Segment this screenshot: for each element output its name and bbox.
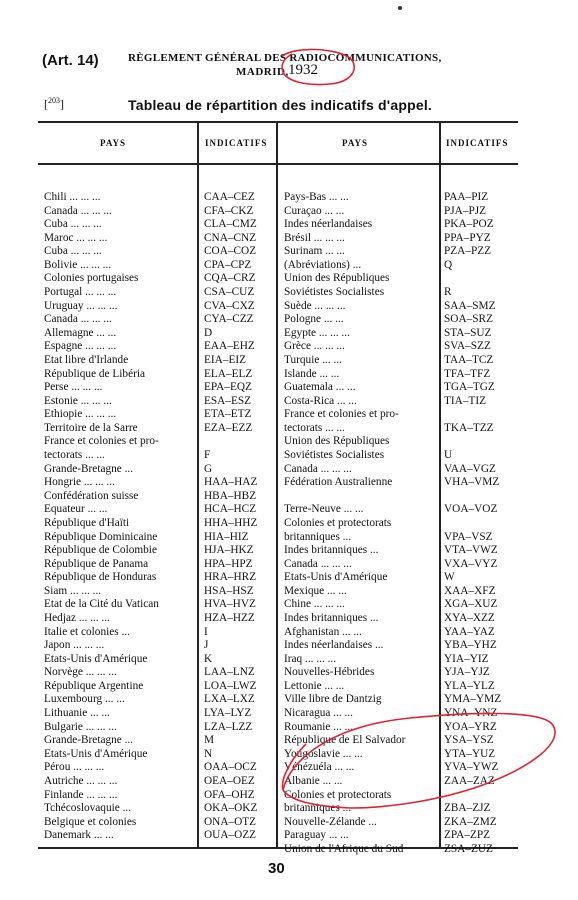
callsign-cell: OKA–OKZ bbox=[204, 802, 258, 815]
table-row bbox=[0, 327, 578, 341]
country-cell: Union des Républiques bbox=[284, 435, 390, 448]
country-cell: Canada ... ... ... bbox=[44, 313, 112, 326]
country-cell: tectorats ... ... bbox=[44, 449, 105, 462]
table-row bbox=[0, 476, 578, 490]
callsign-cell: YMA–YMZ bbox=[444, 693, 502, 706]
callsign-cell: OEA–OEZ bbox=[204, 774, 255, 787]
country-cell: Portugal ... ... ... bbox=[44, 286, 117, 299]
country-cell: Yougoslavie ... ... bbox=[284, 747, 363, 760]
callsign-cell: W bbox=[444, 571, 455, 584]
country-cell: Paraguay ... ... bbox=[284, 829, 349, 842]
callsign-cell: EZA–EZZ bbox=[204, 421, 253, 434]
table-row bbox=[0, 381, 578, 395]
callsign-cell: TGA–TGZ bbox=[444, 381, 495, 394]
country-cell: britanniques ... bbox=[284, 802, 352, 815]
callsign-cell: LXA–LXZ bbox=[204, 693, 255, 706]
country-cell: Luxembourg ... ... bbox=[44, 693, 125, 706]
country-cell: Tchécoslovaquie ... bbox=[44, 802, 132, 815]
table-rule-header bbox=[38, 163, 518, 165]
country-cell: Union de l'Afrique du Sud bbox=[284, 842, 404, 855]
country-cell: Albanie ... ... bbox=[284, 774, 343, 787]
callsign-cell: XYA–XZZ bbox=[444, 611, 495, 624]
country-cell: Guatemala ... ... bbox=[284, 381, 356, 394]
country-cell: Territoire de la Sarre bbox=[44, 421, 138, 434]
callsign-cell: YNA–YNZ bbox=[444, 707, 498, 720]
callsign-cell: HJA–HKZ bbox=[204, 544, 254, 557]
country-cell: Pologne ... ... bbox=[284, 313, 344, 326]
callsign-cell: YOA–YRZ bbox=[444, 720, 497, 733]
callsign-cell: PJA–PJZ bbox=[444, 204, 487, 217]
country-cell: Hongrie ... ... ... bbox=[44, 476, 115, 489]
callsign-cell: ZBA–ZJZ bbox=[444, 802, 491, 815]
country-cell: Chine ... ... ... bbox=[284, 598, 345, 611]
country-cell: Indes britanniques ... bbox=[284, 611, 379, 624]
country-cell: Islande ... ... bbox=[284, 367, 340, 380]
callsign-cell: EPA–EQZ bbox=[204, 381, 252, 394]
table-row bbox=[0, 490, 578, 504]
country-cell: Ville libre de Dantzig bbox=[284, 693, 382, 706]
country-cell: Cuba ... ... ... bbox=[44, 245, 102, 258]
country-cell: Indes britanniques ... bbox=[284, 544, 379, 557]
country-cell: Etats-Unis d'Amérique bbox=[44, 652, 148, 665]
country-cell: Grande-Bretagne ... bbox=[44, 734, 134, 747]
table-row bbox=[0, 340, 578, 354]
country-cell: britanniques ... bbox=[284, 530, 352, 543]
country-cell: Bolivie ... ... ... bbox=[44, 258, 112, 271]
table-row bbox=[0, 544, 578, 558]
year-label: 1932 bbox=[288, 62, 318, 78]
table-row bbox=[0, 612, 578, 626]
country-cell: Colonies portugaises bbox=[44, 272, 139, 285]
callsign-cell: TAA–TCZ bbox=[444, 353, 494, 366]
table-row bbox=[0, 639, 578, 653]
country-cell: Ethiopie ... ... ... bbox=[44, 408, 117, 421]
country-cell: Cuba ... ... ... bbox=[44, 218, 102, 231]
table-row bbox=[0, 449, 578, 463]
callsign-cell: YJA–YJZ bbox=[444, 666, 490, 679]
country-cell: Italie et colonies ... bbox=[44, 625, 130, 638]
madrid-label: MADRID, bbox=[236, 66, 289, 78]
country-cell: Uruguay ... ... ... bbox=[44, 299, 118, 312]
callsign-cell: YVA–YWZ bbox=[444, 761, 499, 774]
country-cell: Allemagne ... ... bbox=[44, 326, 117, 339]
table-row bbox=[0, 463, 578, 477]
country-cell: Bulgarie ... ... ... bbox=[44, 720, 117, 733]
callsign-cell: HIA–HIZ bbox=[204, 530, 249, 543]
table-title: Tableau de répartition des indicatifs d'appel. bbox=[128, 97, 432, 113]
country-cell: tectorats ... ... bbox=[284, 421, 345, 434]
country-cell: Soviétistes Socialistes bbox=[284, 449, 385, 462]
country-cell: République Argentine bbox=[44, 679, 144, 692]
table-row bbox=[0, 707, 578, 721]
callsign-cell: G bbox=[204, 462, 213, 475]
country-cell: Curaçao ... ... bbox=[284, 204, 345, 217]
table-row bbox=[0, 259, 578, 273]
country-cell: Brésil ... ... ... bbox=[284, 231, 345, 244]
callsign-cell: LZA–LZZ bbox=[204, 720, 253, 733]
callsign-cell: VHA–VMZ bbox=[444, 476, 500, 489]
country-cell: Nouvelles-Hébrides bbox=[284, 666, 375, 679]
country-cell: Union des Républiques bbox=[284, 272, 390, 285]
callsign-cell: HHA–HHZ bbox=[204, 516, 258, 529]
country-cell: Equateur ... ... bbox=[44, 503, 108, 516]
callsign-cell: YTA–YUZ bbox=[444, 747, 496, 760]
country-cell: Siam ... ... ... bbox=[44, 584, 102, 597]
country-cell: Grande-Bretagne ... bbox=[44, 462, 134, 475]
table-row bbox=[0, 829, 578, 843]
callsign-cell: J bbox=[204, 639, 209, 652]
callsign-cell: YIA–YIZ bbox=[444, 652, 489, 665]
country-cell: Vénézuéla ... ... bbox=[284, 761, 355, 774]
callsign-cell: Q bbox=[444, 258, 453, 271]
table-row bbox=[0, 422, 578, 436]
table-row bbox=[0, 571, 578, 585]
callsign-cell: HAA–HAZ bbox=[204, 476, 258, 489]
callsign-cell: D bbox=[204, 326, 213, 339]
country-cell: Hedjaz ... ... ... bbox=[44, 611, 110, 624]
country-cell: Afghanistan ... ... bbox=[284, 625, 362, 638]
country-cell: Canada ... ... ... bbox=[284, 557, 352, 570]
callsign-cell: CSA–CUZ bbox=[204, 286, 255, 299]
table-row bbox=[0, 531, 578, 545]
callsign-cell: PKA–POZ bbox=[444, 218, 494, 231]
table-row bbox=[0, 286, 578, 300]
callsign-cell: SVA–SZZ bbox=[444, 340, 491, 353]
callsign-cell: HSA–HSZ bbox=[204, 584, 254, 597]
table-row bbox=[0, 843, 578, 857]
callsign-cell: CVA–CXZ bbox=[204, 299, 255, 312]
callsign-cell: CQA–CRZ bbox=[204, 272, 256, 285]
country-cell: France et colonies et pro- bbox=[44, 435, 159, 448]
callsign-cell: CNA–CNZ bbox=[204, 231, 257, 244]
table-row bbox=[0, 558, 578, 572]
callsign-cell: TIA–TIZ bbox=[444, 394, 487, 407]
country-cell: République de Panama bbox=[44, 557, 149, 570]
country-cell: Lithuanie ... ... bbox=[44, 707, 110, 720]
country-cell: Japon ... ... ... bbox=[44, 639, 105, 652]
callsign-cell: HCA–HCZ bbox=[204, 503, 257, 516]
table-row bbox=[0, 354, 578, 368]
table-row bbox=[0, 503, 578, 517]
table-row bbox=[0, 775, 578, 789]
table-row bbox=[0, 585, 578, 599]
callsign-cell: CFA–CKZ bbox=[204, 204, 254, 217]
country-cell: Surinam ... ... bbox=[284, 245, 345, 258]
reference-number: [$^{203}$] bbox=[44, 96, 64, 111]
country-cell: Indes néerlandaises bbox=[284, 218, 373, 231]
callsign-cell: TKA–TZZ bbox=[444, 421, 494, 434]
country-cell: Pays-Bas ... ... bbox=[284, 191, 349, 203]
table-row bbox=[0, 734, 578, 748]
callsign-cell: PZA–PZZ bbox=[444, 245, 492, 258]
country-cell: Colonies et protectorats bbox=[284, 516, 392, 529]
country-cell: Roumanie ... ... bbox=[284, 720, 354, 733]
callsign-cell: CAA–CEZ bbox=[204, 191, 255, 203]
country-cell: Soviétistes Socialistes bbox=[284, 286, 385, 299]
column-header-pays-2: PAYS bbox=[342, 138, 369, 148]
table-row bbox=[0, 313, 578, 327]
callsign-cell: CPA–CPZ bbox=[204, 258, 252, 271]
country-cell: Terre-Neuve ... ... bbox=[284, 503, 364, 516]
country-cell: Grèce ... ... ... bbox=[284, 340, 345, 353]
callsign-cell: U bbox=[444, 449, 453, 462]
table-row bbox=[0, 748, 578, 762]
country-cell: Canada ... ... ... bbox=[44, 204, 112, 217]
callsign-cell: XAA–XFZ bbox=[444, 584, 496, 597]
callsign-cell: EAA–EHZ bbox=[204, 340, 255, 353]
table-row bbox=[0, 666, 578, 680]
country-cell: Etats-Unis d'Amérique bbox=[44, 747, 148, 760]
table-row bbox=[0, 761, 578, 775]
callsign-cell: K bbox=[204, 652, 213, 665]
callsign-cell: LAA–LNZ bbox=[204, 666, 255, 679]
country-cell: République de Colombie bbox=[44, 544, 157, 557]
callsign-cell: YAA–YAZ bbox=[444, 625, 495, 638]
table-row bbox=[0, 653, 578, 667]
table-row bbox=[0, 693, 578, 707]
country-cell: République de El Salvador bbox=[284, 734, 406, 747]
callsign-cell: ZPA–ZPZ bbox=[444, 829, 491, 842]
column-header-indicatifs-2: INDICATIFS bbox=[446, 138, 509, 148]
country-cell: Autriche ... ... ... bbox=[44, 774, 118, 787]
table-row bbox=[0, 232, 578, 246]
callsign-cell: YBA–YHZ bbox=[444, 639, 497, 652]
table-row bbox=[0, 300, 578, 314]
callsign-cell: VPA–VSZ bbox=[444, 530, 493, 543]
callsign-cell: COA–COZ bbox=[204, 245, 257, 258]
country-cell: France et colonies et pro- bbox=[284, 408, 399, 421]
article-label: (Art. 14) bbox=[42, 52, 99, 69]
page-number: 30 bbox=[268, 860, 285, 877]
table-row bbox=[0, 368, 578, 382]
country-cell: Etat de la Cité du Vatican bbox=[44, 598, 159, 611]
country-cell: Indes néerlandaises ... bbox=[284, 639, 384, 652]
country-cell: Turquie ... ... bbox=[284, 353, 342, 366]
callsign-cell: LYA–LYZ bbox=[204, 707, 252, 720]
country-cell: Etat libre d'Irlande bbox=[44, 353, 129, 366]
callsign-cell: PPA–PYZ bbox=[444, 231, 491, 244]
table-row bbox=[0, 721, 578, 735]
table-row bbox=[0, 408, 578, 422]
table-rule-top bbox=[38, 121, 518, 123]
callsign-cell: STA–SUZ bbox=[444, 326, 492, 339]
callsign-cell: ETA–ETZ bbox=[204, 408, 252, 421]
callsign-cell: VOA–VOZ bbox=[444, 503, 498, 516]
callsign-cell: XGA–XUZ bbox=[444, 598, 498, 611]
country-cell: Chili ... ... ... bbox=[44, 191, 101, 203]
country-cell: Fédération Australienne bbox=[284, 476, 393, 489]
callsign-cell: HPA–HPZ bbox=[204, 557, 253, 570]
country-cell: Iraq ... ... ... bbox=[284, 652, 337, 665]
country-cell: Suède ... ... ... bbox=[284, 299, 346, 312]
callsign-cell: YSA–YSZ bbox=[444, 734, 494, 747]
country-cell: Norvège ... ... ... bbox=[44, 666, 117, 679]
callsign-cell: M bbox=[204, 734, 215, 747]
callsign-cell: VTA–VWZ bbox=[444, 544, 498, 557]
callsign-cell: HZA–HZZ bbox=[204, 611, 255, 624]
country-cell: Nouvelle-Zélande ... bbox=[284, 815, 377, 828]
country-cell: Finlande ... ... ... bbox=[44, 788, 118, 801]
country-cell: (Abréviations) ... bbox=[284, 258, 362, 271]
callsign-cell: TFA–TFZ bbox=[444, 367, 491, 380]
callsign-cell: EIA–EIZ bbox=[204, 353, 247, 366]
callsign-cell: ELA–ELZ bbox=[204, 367, 253, 380]
callsign-cell: ZSA–ZUZ bbox=[444, 842, 493, 855]
table-row bbox=[0, 218, 578, 232]
country-cell: Canada ... ... ... bbox=[284, 462, 352, 475]
country-cell: Perse ... ... ... bbox=[44, 381, 103, 394]
country-cell: Maroc ... ... ... bbox=[44, 231, 108, 244]
callsign-cell: HVA–HVZ bbox=[204, 598, 256, 611]
callsign-cell: N bbox=[204, 747, 213, 760]
callsign-cell: SOA–SRZ bbox=[444, 313, 493, 326]
callsign-cell: ZKA–ZMZ bbox=[444, 815, 497, 828]
country-cell: Belgique et colonies bbox=[44, 815, 137, 828]
callsign-cell: VAA–VGZ bbox=[444, 462, 496, 475]
country-cell: Lettonie ... ... bbox=[284, 679, 345, 692]
country-cell: Estonie ... ... ... bbox=[44, 394, 112, 407]
regulation-title: RÈGLEMENT GÉNÉRAL DES RADIOCOMMUNICATIONS, bbox=[128, 52, 442, 64]
callsign-cell: ESA–ESZ bbox=[204, 394, 252, 407]
top-dot bbox=[398, 6, 402, 10]
table-row bbox=[0, 245, 578, 259]
callsign-cell: ONA–OTZ bbox=[204, 815, 257, 828]
table-row bbox=[0, 802, 578, 816]
column-header-indicatifs: INDICATIFS bbox=[205, 138, 268, 148]
table-row bbox=[0, 626, 578, 640]
table-row bbox=[0, 272, 578, 286]
callsign-cell: CYA–CZZ bbox=[204, 313, 254, 326]
table-row bbox=[0, 598, 578, 612]
table-row bbox=[0, 816, 578, 830]
country-cell: République d'Haïti bbox=[44, 516, 130, 529]
country-cell: Mexique ... ... bbox=[284, 584, 347, 597]
callsign-cell: LOA–LWZ bbox=[204, 679, 257, 692]
country-cell: République de Libéria bbox=[44, 367, 146, 380]
callsign-cell: YLA–YLZ bbox=[444, 679, 495, 692]
callsign-cell: HRA–HRZ bbox=[204, 571, 257, 584]
table-row bbox=[0, 191, 578, 205]
country-cell: Egypte ... ... ... bbox=[284, 326, 350, 339]
callsign-cell: VXA–VYZ bbox=[444, 557, 498, 570]
country-cell: République de Honduras bbox=[44, 571, 157, 584]
table-row bbox=[0, 517, 578, 531]
callsign-cell: SAA–SMZ bbox=[444, 299, 496, 312]
table-row bbox=[0, 680, 578, 694]
callsign-cell: OUA–OZZ bbox=[204, 829, 257, 842]
column-header-pays: PAYS bbox=[100, 138, 127, 148]
callsign-cell: F bbox=[204, 449, 211, 462]
callsign-cell: ZAA–ZAZ bbox=[444, 774, 495, 787]
country-cell: Confédération suisse bbox=[44, 489, 139, 502]
country-cell: Nicaragua ... ... bbox=[284, 707, 354, 720]
country-cell: Pérou ... ... ... bbox=[44, 761, 105, 774]
callsign-cell: I bbox=[204, 625, 208, 638]
country-cell: Costa-Rica ... ... bbox=[284, 394, 357, 407]
callsign-cell: R bbox=[444, 286, 452, 299]
callsign-cell: HBA–HBZ bbox=[204, 489, 257, 502]
callsign-cell: CLA–CMZ bbox=[204, 218, 257, 231]
callsign-cell: PAA–PIZ bbox=[444, 191, 489, 203]
table-row bbox=[0, 395, 578, 409]
country-cell: Danemark ... ... bbox=[44, 829, 114, 842]
country-cell: République Dominicaine bbox=[44, 530, 158, 543]
country-cell: Espagne ... ... ... bbox=[44, 340, 117, 353]
country-cell: Etats-Unis d'Amérique bbox=[284, 571, 388, 584]
callsign-cell: OAA–OCZ bbox=[204, 761, 257, 774]
table-row bbox=[0, 435, 578, 449]
table-row bbox=[0, 205, 578, 219]
country-cell: Colonies et protectorats bbox=[284, 788, 392, 801]
callsign-cell: OFA–OHZ bbox=[204, 788, 255, 801]
table-row bbox=[0, 789, 578, 803]
